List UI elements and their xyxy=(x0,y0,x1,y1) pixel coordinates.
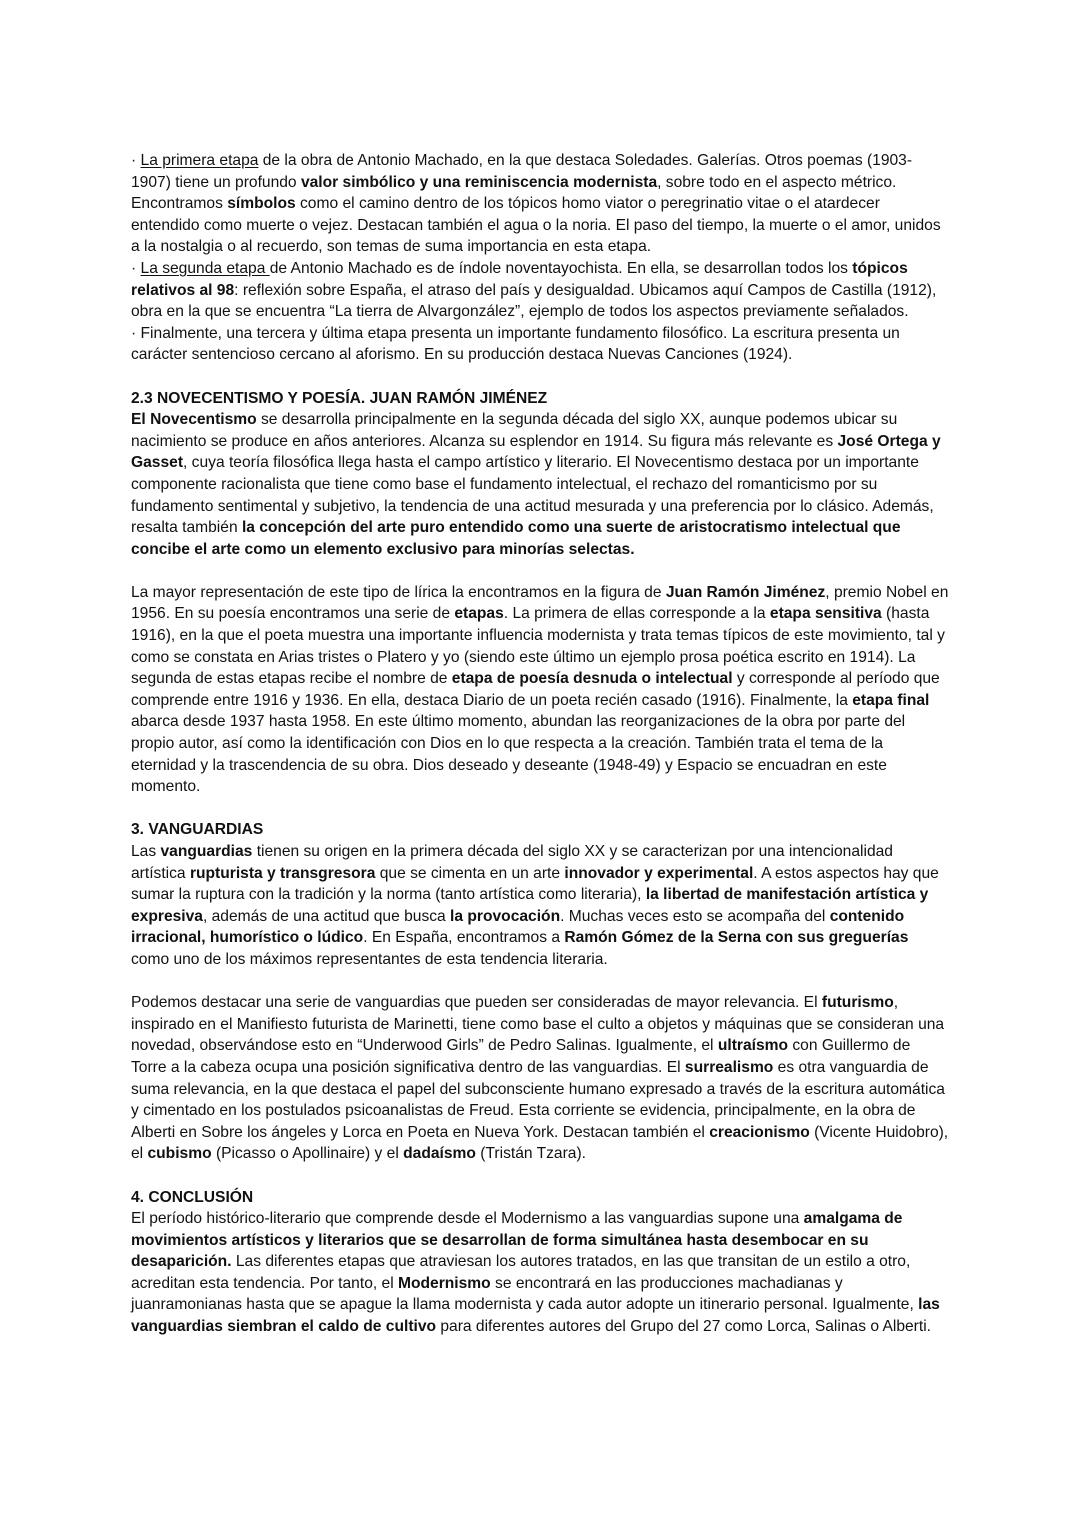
bold-text: innovador y experimental xyxy=(564,864,754,882)
paragraph-segunda-etapa xyxy=(131,258,949,323)
section-heading-conclusion: 4. CONCLUSIÓN xyxy=(131,1188,254,1206)
section-heading-novecentismo: 2.3 NOVECENTISMO Y POESÍA. JUAN RAMÓN JIMÉNEZ xyxy=(131,389,548,407)
text: se encontrará en las producciones machadianas y juanramonianas hasta que se apague la llama modernista y cada autor adopte un itinerario personal. Igualmente, xyxy=(131,1274,919,1314)
text: . La primera de ellas corresponde a la xyxy=(503,605,770,623)
paragraph-vanguardias-relevantes xyxy=(131,992,949,1165)
text: que se cimenta en un arte xyxy=(375,864,565,882)
text: El período histórico-literario que comprende desde el Modernismo a las vanguardias supone una xyxy=(131,1210,804,1228)
text: Podemos destacar una serie de vanguardias que pueden ser consideradas de mayor relevancia. El xyxy=(131,994,822,1012)
underlined-text: La primera etapa xyxy=(140,152,259,169)
bold-text: Modernismo xyxy=(398,1274,491,1292)
bold-text: José Ortega y Gasset xyxy=(131,432,941,472)
bold-text: tópicos relativos al 98 xyxy=(131,259,908,299)
bold-text: símbolos xyxy=(227,195,296,213)
text: Las xyxy=(131,843,161,860)
text: (Tristán Tzara). xyxy=(475,1145,586,1163)
underlined-text: La segunda etapa xyxy=(140,259,270,277)
paragraph-primera-etapa xyxy=(131,150,949,258)
text: : reflexión sobre España, el atraso del país y desigualdad. Ubicamos aquí Campos de Castilla (1912), obra en la que se encuentra “La tierra de Alvargonzález”, ejemplo de todos los aspectos previamente señalados. xyxy=(131,281,937,321)
bold-text: futurismo xyxy=(821,994,894,1012)
bold-text: las vanguardias siembran el caldo de cultivo xyxy=(131,1296,940,1336)
bold-text: Juan Ramón Jiménez xyxy=(665,583,826,601)
bold-text: etapa final xyxy=(852,691,930,709)
text: , premio Nobel en 1956. En su poesía encontramos una serie de xyxy=(131,583,949,623)
bold-text: la concepción del arte puro entendido como una suerte de aristocratismo intelectual que concibe el arte como un elemento exclusivo para minorías selectas. xyxy=(131,519,901,558)
text: (Vicente Huidobro), el xyxy=(131,1123,949,1163)
paragraph-conclusion xyxy=(131,1208,949,1338)
spacer xyxy=(131,971,949,993)
text: . En España, encontramos a xyxy=(363,929,565,947)
text: tienen su origen en la primera década del siglo XX y se caracterizan por una intencionalidad artística xyxy=(131,843,893,882)
section-heading-vanguardias: 3. VANGUARDIAS xyxy=(131,821,264,839)
text: abarca desde 1937 hasta 1958. En este último momento, abundan las reorganizaciones de la obra por parte del propio autor, así como la identificación con Dios en lo que respecta a la creación. También trata el tema de la eternidad y la trascendencia de su obra. Dios deseado y deseante (1948-49) y Espacio se encuadran en este momento. xyxy=(131,713,906,796)
text: es otra vanguardia de suma relevancia, en la que destaca el papel del subconsciente humano expresado a través de la escritura automática y cimentado en los postulados psicoanalistas de Freud. Esta corriente se evidencia, principalmente, en la obra de Alberti en Sobre los ángeles y Lorca en Poeta en Nueva York. Destacan también el xyxy=(131,1058,945,1141)
bold-text: Ramón Gómez de la Serna con sus greguerías xyxy=(564,929,909,947)
bold-text: dadaísmo xyxy=(403,1145,476,1163)
document-page xyxy=(131,150,949,1338)
paragraph-vanguardias xyxy=(131,841,949,971)
text: , además de una actitud que busca xyxy=(202,907,451,925)
text: se desarrolla principalmente en la segunda década del siglo XX, aunque podemos ubicar su nacimiento se produce en años anteriores. Alcanza su esplendor en 1914. Su figura más relevante es xyxy=(131,411,898,450)
bold-text: amalgama de movimientos artísticos y literarios que se desarrollan de forma simultánea hasta desembocar en su desaparición. xyxy=(131,1210,903,1271)
bold-text: El Novecentismo xyxy=(131,411,257,429)
bold-text: creacionismo xyxy=(709,1123,810,1141)
paragraph-tercera-etapa: · Finalmente, una tercera y última etapa presenta un importante fundamento filosófico. La escritura presenta un carácter sentencioso cercano al aforismo. En su producción destaca Nuevas Canciones (1924). xyxy=(131,324,900,364)
bold-text: etapas xyxy=(454,605,504,623)
bullet: · xyxy=(131,152,141,169)
text: y corresponde al período que comprende entre 1916 y 1936. En ella, destaca Diario de un poeta recién casado (1916). Finalmente, la xyxy=(131,670,940,709)
bullet: · xyxy=(131,259,141,277)
bold-text: la provocación xyxy=(450,907,561,925)
text: de la obra de Antonio Machado, en la que destaca Soledades. Galerías. Otros poemas (1903-1907) tiene un profundo xyxy=(131,152,913,191)
text: (hasta 1916), en la que el poeta muestra una importante influencia modernista y trata temas típicos de este movimiento, tal y como se constata en Arias tristes o Platero y yo (siendo este último un ejemplo prosa poética escrito en 1914). La segunda de estas etapas recibe el nombre de xyxy=(131,605,945,688)
spacer xyxy=(131,1165,949,1187)
text: como uno de los máximos representantes de esta tendencia literaria. xyxy=(131,950,608,968)
bold-text: ultraísmo xyxy=(717,1037,789,1055)
bold-text: valor simbólico y una reminiscencia modernista xyxy=(300,173,658,191)
text: (Picasso o Apollinaire) y el xyxy=(211,1145,404,1163)
bold-text: vanguardias xyxy=(160,843,253,860)
bold-text: contenido irracional, humorístico o lúdico xyxy=(131,907,905,947)
text: como el camino dentro de los tópicos homo viator o peregrinatio vitae o el atardecer entendido como muerte o vejez. Destacan también el agua o la noria. El paso del tiempo, la muerte o el amor, unidos a la nostalgia o al recuerdo, son temas de suma importancia en esta etapa. xyxy=(131,195,941,256)
text: . A estos aspectos hay que sumar la ruptura con la tradición y la norma (tanto artística como literaria), xyxy=(131,864,939,904)
paragraph-novecentismo xyxy=(131,409,949,560)
bold-text: la libertad de manifestación artística y expresiva xyxy=(131,886,929,925)
text: , cuya teoría filosófica llega hasta el campo artístico y literario. El Novecentismo destaca por un importante componente racionalista que tiene como base el fundamento intelectual, el rechazo del romanticismo por su fundamento sentimental y subjetivo, la tendencia de una actitud mesurada y una preferencia por lo clásico. Además, resalta también xyxy=(131,454,934,537)
text: Las diferentes etapas que atraviesan los autores tratados, en las que transitan de un estilo a otro, acreditan esta tendencia. Por tanto, el xyxy=(131,1253,911,1292)
spacer xyxy=(131,366,949,388)
text: La mayor representación de este tipo de lírica la encontramos en la figura de xyxy=(131,583,666,601)
text: de Antonio Machado es de índole noventayochista. En ella, se desarrollan todos los xyxy=(269,259,853,277)
text: con Guillermo de Torre a la cabeza ocupa una posición significativa dentro de las vanguardias. El xyxy=(131,1037,911,1076)
bold-text: cubismo xyxy=(147,1145,212,1163)
text: , inspirado en el Manifiesto futurista de Marinetti, tiene como base el culto a objetos y máquinas que se consideran una novedad, observándose esto en “Underwood Girls” de Pedro Salinas. Igualmente, el xyxy=(131,994,945,1055)
text: para diferentes autores del Grupo del 27 como Lorca, Salinas o Alberti. xyxy=(436,1318,932,1336)
bold-text: rupturista y transgresora xyxy=(189,864,376,882)
spacer xyxy=(131,560,949,582)
text: . Muchas veces esto se acompaña del xyxy=(560,907,830,925)
bold-text: surrealismo xyxy=(684,1058,774,1076)
bold-text: etapa de poesía desnuda o intelectual xyxy=(451,670,733,688)
text: , sobre todo en el aspecto métrico. Encontramos xyxy=(131,173,897,213)
spacer xyxy=(131,798,949,820)
paragraph-juan-ramon xyxy=(131,582,949,798)
bold-text: etapa sensitiva xyxy=(769,605,882,623)
